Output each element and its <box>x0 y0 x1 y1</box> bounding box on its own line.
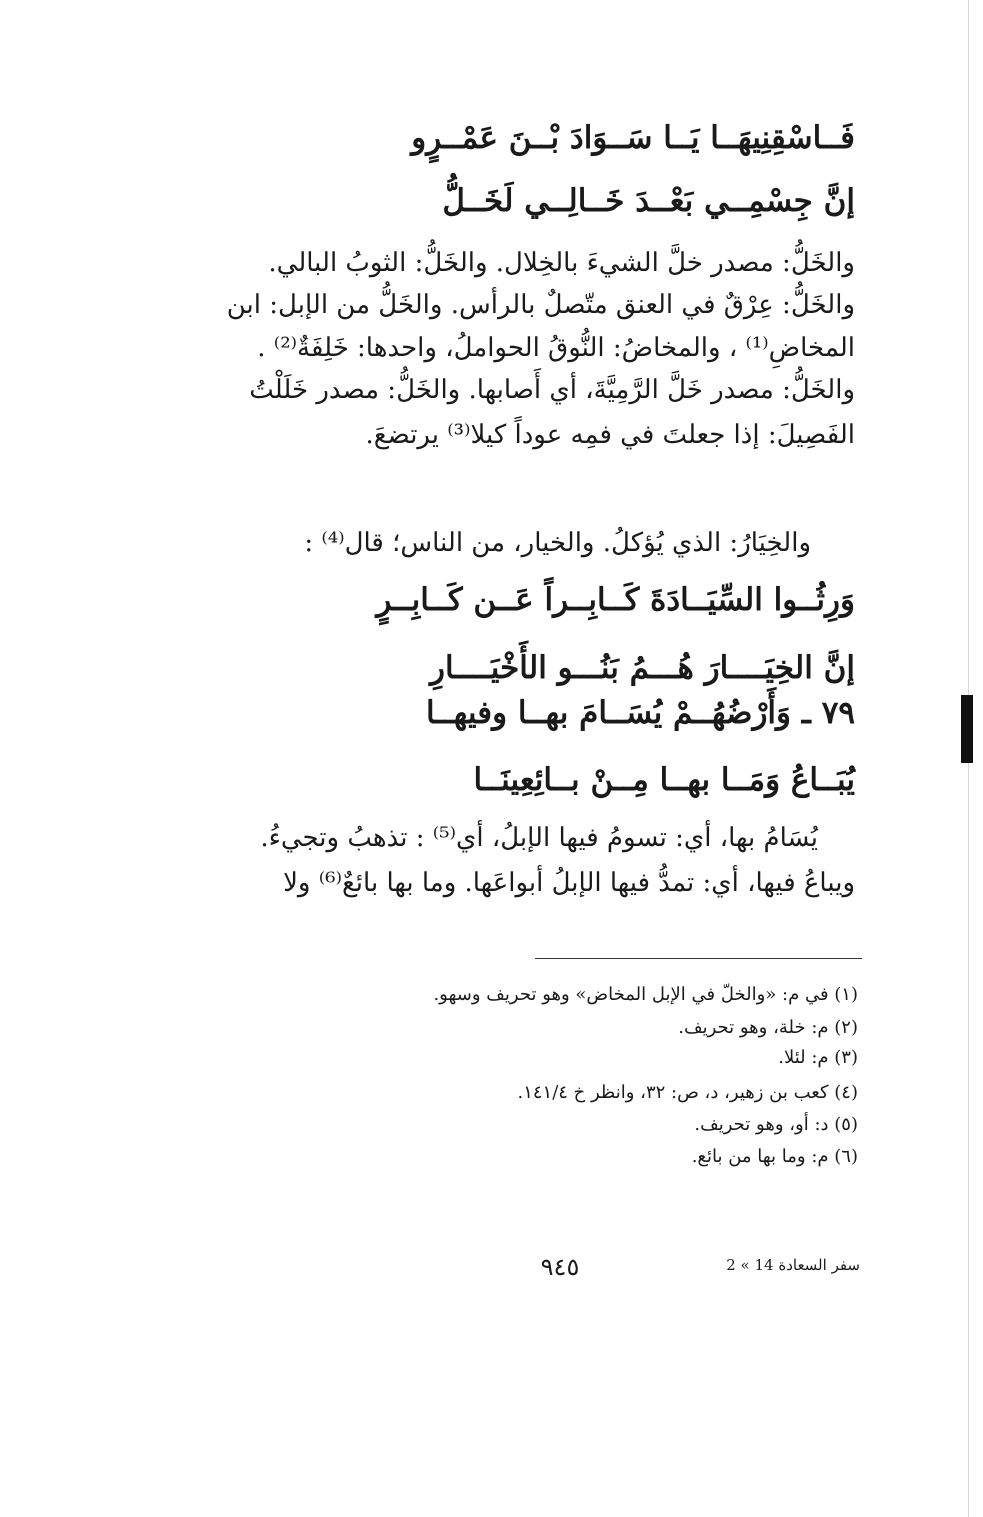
prose-line-3: المخاضِ⁽¹⁾ ، والمخاضُ: النُّوقُ الحواملُ، واحدها: خَلِفَةٌ⁽²⁾ . <box>257 333 855 363</box>
verse-line-1: فَــاسْقِنِيهَــا يَــا سَــوَادَ بْــنَ عَمْــرٍو <box>411 120 855 156</box>
verse-line-3: وَرِثُــوا السِّيَــادَةَ كَــابِــراً عَــن كَــابِــرٍ <box>376 582 855 618</box>
footnote-separator <box>535 958 862 959</box>
footnote-3: (٣) م: لئلا. <box>778 1047 858 1068</box>
prose-line-5: الفَصِيلَ: إذا جعلتَ في فمِه عوداً كيلا⁽³⁾ يرتضعَ. <box>365 420 855 450</box>
prose-line-6: والخِيَارُ: الذي يُؤكلُ. والخيار، من الناس؛ قال⁽⁴⁾ : <box>304 528 811 558</box>
verse-line-6: يُبَــاعُ وَمَــا بهــا مِــنْ بــائِعِينَــا <box>473 762 855 798</box>
prose-line-4: والخَلُّ: مصدر خَلَّ الرَّمِيَّةَ، أي أَصابها. والخَلُّ: مصدر خَلَلْتُ <box>249 375 855 405</box>
verse-line-4: إنَّ الخِيَــــارَ هُـــمُ بَنُـــو الأَخْيَــــارِ <box>430 650 855 686</box>
page-number: ٩٤٥ <box>540 1253 580 1281</box>
verse-line-5: ٧٩ ـ وَأَرْضُهُــمْ يُسَــامَ بهــا وفيهــا <box>426 695 855 731</box>
prose-line-8: ويباعُ فيها، أي: تمدُّ فيها الإبلُ أبواعَها. وما بها بائعٌ⁽⁶⁾ ولا <box>283 868 855 898</box>
prose-line-1: والخَلُّ: مصدر خلَّ الشيءَ بالخِلال. والخَلُّ: الثوبُ البالي. <box>268 248 855 278</box>
verse-line-2: إنَّ جِسْمِــي بَعْــدَ خَــالِــي لَخَــلُّ <box>442 183 855 219</box>
thumb-index-tab <box>961 695 973 763</box>
footnote-5: (٥) د: أو، وهو تحريف. <box>694 1114 858 1135</box>
footnote-4: (٤) كعب بن زهير، د، ص: ٣٢، وانظر خ ١٤١/٤. <box>517 1082 858 1103</box>
prose-line-2: والخَلُّ: عِرْقٌ في العنق متّصلٌ بالرأس. والخَلُّ من الإبل: ابن <box>226 290 855 320</box>
footnote-6: (٦) م: وما بها من بائع. <box>691 1146 858 1167</box>
footnote-1: (١) في م: «والخلّ في الإبل المخاض» وهو تحريف وسهو. <box>433 984 858 1005</box>
running-footer: سفر السعادة 14 » 2 <box>726 1256 860 1274</box>
prose-line-7: يُسَامُ بها، أي: تسومُ فيها الإبلُ، أي⁽⁵⁾ : تذهبُ وتجيءُ. <box>260 823 818 853</box>
footnote-2: (٢) م: خلة، وهو تحريف. <box>678 1017 858 1038</box>
